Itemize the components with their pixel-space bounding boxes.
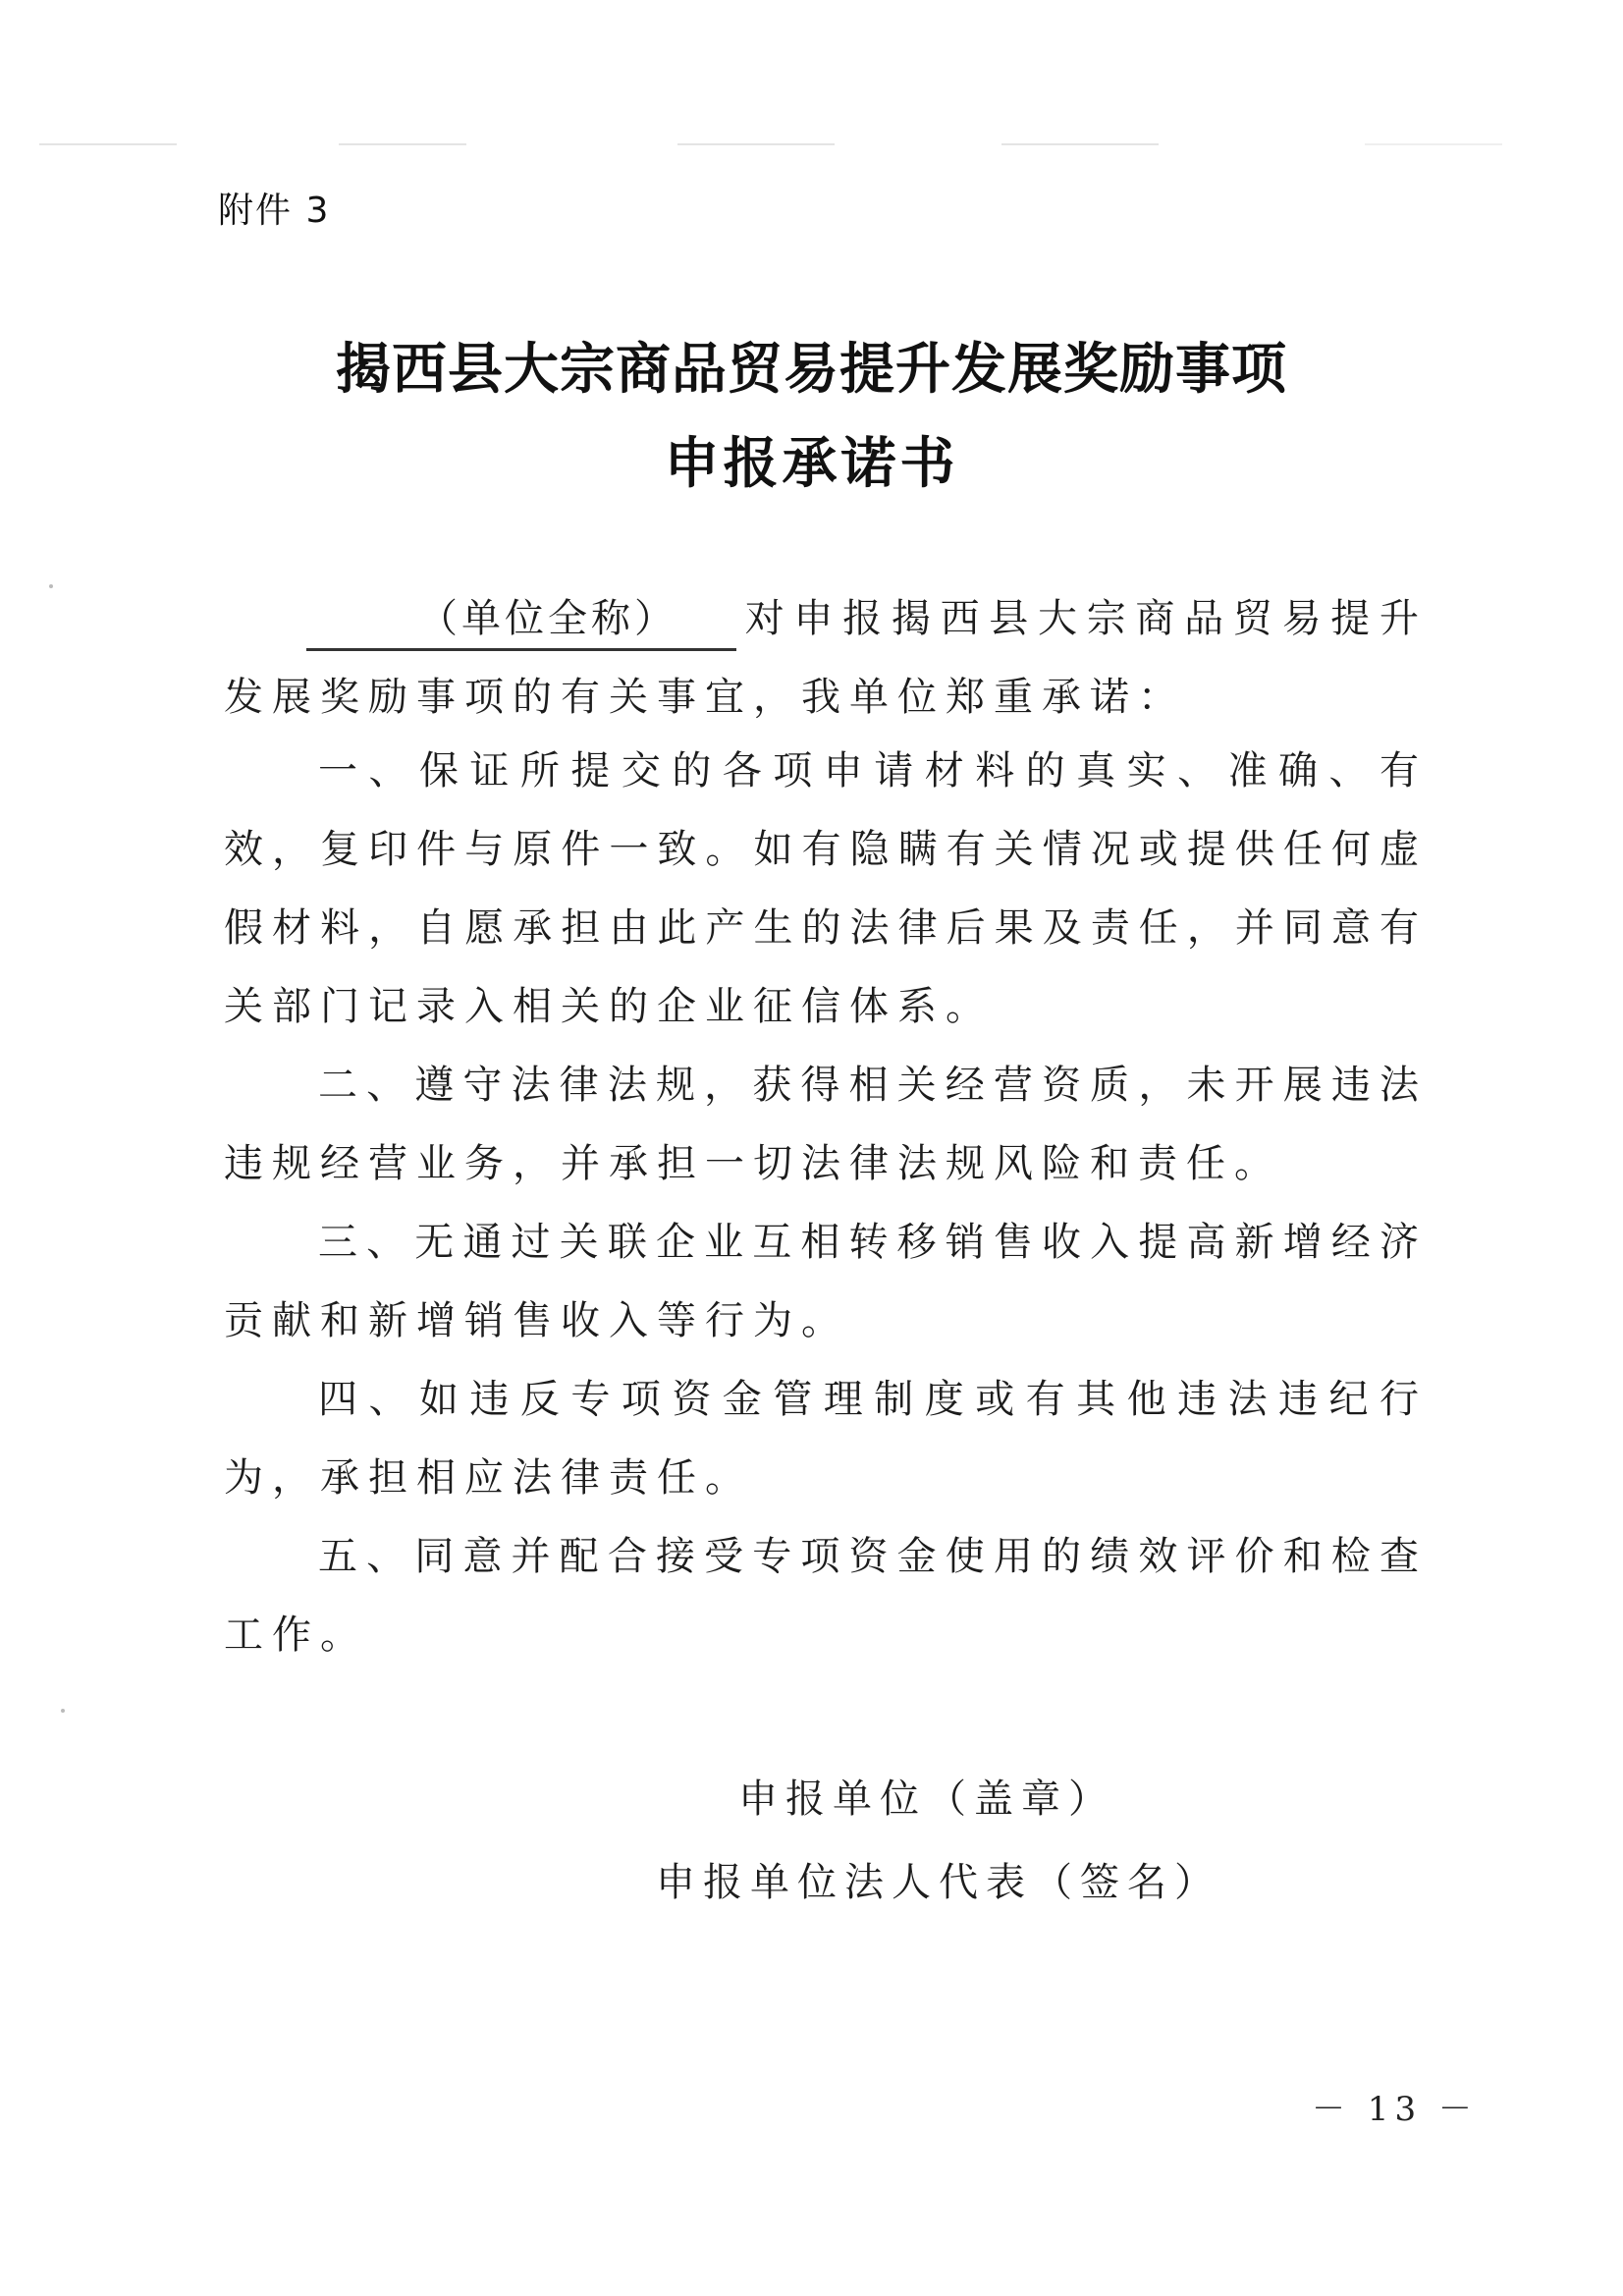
scan-artifact-line (1365, 143, 1502, 145)
scan-artifact-line (339, 143, 466, 145)
signature-legal-representative: 申报单位法人代表（签名） (656, 1860, 1221, 1905)
intro-paragraph (224, 579, 1428, 737)
commitment-item-3: 三、无通过关联企业互相转移销售收入提高新增经济贡献和新增销售收入等行为。 (224, 1220, 1428, 1343)
scan-speck (61, 1709, 65, 1713)
scan-speck (49, 584, 53, 588)
scan-artifact-line (677, 143, 835, 145)
intro-text (224, 579, 1428, 737)
scan-artifact-line (1001, 143, 1159, 145)
unit-name-blank: （单位全称） (306, 589, 736, 651)
commitment-list (224, 732, 1428, 1674)
document-title-line1: 揭西县大宗商品贸易提升发展奖励事项 (336, 337, 1287, 402)
commitment-item-4: 四、如违反专项资金管理制度或有其他违法违纪行为，承担相应法律责任。 (224, 1377, 1428, 1501)
attachment-label: 附件 3 (218, 191, 331, 231)
scan-artifact-line (39, 143, 177, 145)
commitment-item-1: 一、保证所提交的各项申请材料的真实、准确、有效，复印件与原件一致。如有隐瞒有关情况或提供任何虚假材料，自愿承担由此产生的法律后果及责任，并同意有关部门记录入相关的企业征信体系。 (224, 748, 1428, 1029)
signature-unit-seal: 申报单位（盖章） (738, 1777, 1115, 1822)
intro-body: 对申报揭西县大宗商品贸易提升发展奖励事项的有关事宜，我单位郑重承诺： (224, 596, 1428, 720)
commitment-item-2: 二、遵守法律法规，获得相关经营资质，未开展违法违规经营业务，并承担一切法律法规风险和责任。 (224, 1063, 1428, 1186)
commitment-item-5: 五、同意并配合接受专项资金使用的绩效评价和检查工作。 (224, 1534, 1428, 1658)
page-number: － 13 － (1312, 2090, 1478, 2129)
document-title-line2: 申报承诺书 (664, 431, 959, 496)
